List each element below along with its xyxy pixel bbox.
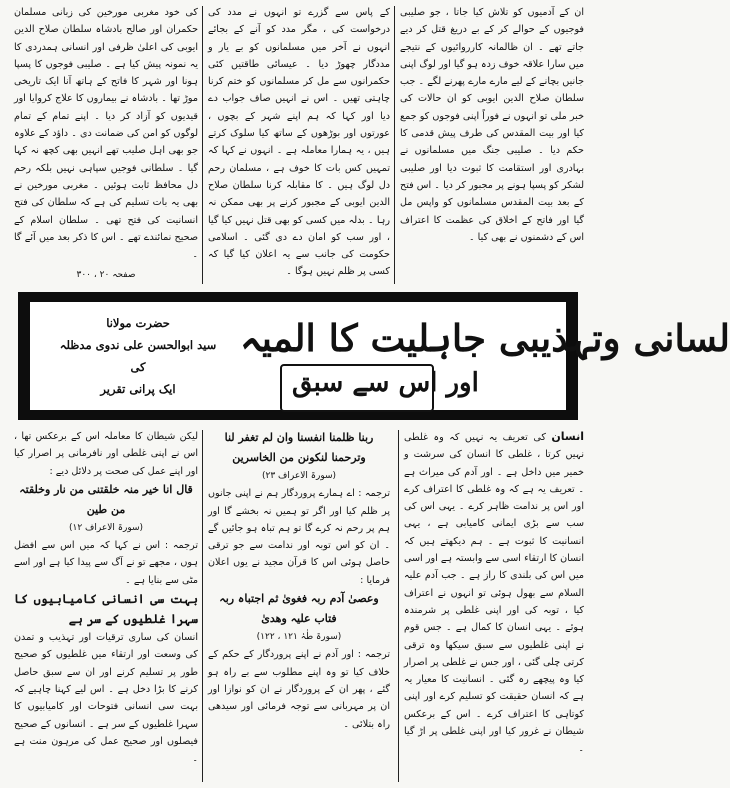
- bottom-column-right-paragraph: [404, 428, 584, 758]
- bottom-column-right-text: کی تعریف یہ نہیں کہ وہ غلطی نہیں کرتا ، غلطی کا انسان کی سرشت و خمیر میں داخل ہے ۔ اور آدم کی میراث ہے ۔ تعریف یہ ہے کہ وہ غلطی کا اعتراف کرے اور اس پر ندامت ظاہر کرے ۔ یہی اس کی سب سے بڑی ایمانی کامیابی ہے ، یہی انسانیت کا ثبوت ہے ۔ ہم دیکھتے ہیں کہ انسان کا ارتقاء اسی سے وابستہ ہے اور اسی میں اس کی بلندی کا راز ہے ۔ جب آدم علیہ السلام سے بھول ہوئی تو انہوں نے اعتراف کیا ، توبہ کی اور اپنی غلطی پر شرمندہ ہوئے ۔ یہی انسان کا کمال ہے ۔ جس قوم نے اپنی غلطیوں سے سبق سیکھا وہ ترقی کرتی چلی گئی ، اور جس نے غلطی پر اصرار کیا وہ پیچھے رہ گئی ۔ انسانیت کا معیار یہ ہے کہ انسان حقیقت کو تسلیم کرے اور اپنی کوتاہی کا اعتراف کرے ۔ اس کے برعکس شیطان نے غرور کیا اور اپنی غلطی پر اڑ گیا ۔: [404, 432, 584, 755]
- bottom-column-middle: [208, 428, 390, 784]
- verse-translation: ترجمہ : اے ہمارے پروردگار ہم نے اپنی جانوں پر ظلم کیا اور اگر تو ہمیں نہ بخشے گا اور ہم پر رحم نہ کرے گا تو ہم تباہ ہو جائیں گے ۔ ان کو اس توبہ اور ندامت سے جو ترقی حاصل ہوئی اس کا قرآن مجید نے یوں اعلان فرمایا :: [208, 488, 390, 586]
- bottom-column-left: [14, 428, 198, 784]
- top-column-right: [400, 4, 584, 286]
- verse-reference-3: (سورۃ الاعراف ۱۲): [68, 522, 144, 533]
- author-byline: [58, 312, 218, 400]
- top-column-middle: [208, 4, 390, 286]
- verse-translation-3: ترجمہ : اس نے کہا کہ میں اس سے افضل ہوں ، مجھے تو نے آگ سے پیدا کیا ہے اور اسے مٹی سے بنایا ہے ۔: [14, 540, 198, 586]
- bottom-column-left-text: لیکن شیطان کا معاملہ اس کے برعکس تھا ، اس نے اپنی غلطی اور نافرمانی پر اصرار کیا اور اپنے عمل کی صحت پر دلائل دیے :: [14, 431, 198, 477]
- byline-line-1: حضرت مولانا: [106, 316, 170, 330]
- byline-line-3: ایک پرانی تقریر: [100, 382, 176, 396]
- top-column-middle-text: کے پاس سے گزرے تو انہوں نے مدد کی درخواست کی ، مگر مدد کو آنے کے بجائے انہوں نے آخر میں مسلمانوں کو بے یار و مددگار چھوڑ دیا ۔ عیسائی طاقتیں کئی حکمرانوں سے مل کر مسلمانوں کو ختم کرنا چاہتی تھیں ۔ اس نے انہیں صاف جواب دے دیا اور کہا کہ ہم اپنے شہر کے بچوں ، عورتوں اور بوڑھوں کے ساتھ کیا سلوک کرتے ہیں ، یہ ہمارا معاملہ ہے ۔ انہوں نے کہا کہ تمہیں کس بات کا خوف ہے ، مسلمان رحم دل لوگ ہیں ۔ کا مقابلہ کرنا سلطان صلاح الدین ایوبی کے مجبور کرنے پر بھی ممکن نہ رہا ۔ بدلہ میں کسی کو بھی قتل نہیں کیا گیا ، اور سب کو امان دے دی گئی ۔ اسلامی حکومت کی جانب سے یہ اعلان کیا گیا کہ کسی پر ظلم نہیں ہوگا ۔: [208, 7, 390, 278]
- column-divider: [202, 6, 203, 284]
- section-subheading: بہت سی انسانی کامیابیوں کا سہرا غلطیوں کے سر ہے: [14, 592, 198, 627]
- top-column-left-text: کی خود مغربی مورخین کی زبانی مسلمان حکمران اور صالح بادشاہ سلطان صلاح الدین ایوبی کی اعلیٰ ظرفی اور انسانی ہمدردی کا یہ نمونہ پیش کیا ہے ۔ صلیبی فوجوں کا پسپا ہونا اور شہر کا فاتح کے ہاتھ آنا ایک تاریخی موڑ تھا ۔ بادشاہ نے بیماروں کا علاج کروایا اور قیدیوں کو آزاد کر دیا ۔ اپنے تمام کے تمام لوگوں کو امن کی ضمانت دی ۔ داؤد کے علاوہ جو بھی اہل صلیب تھے انہیں بھی کچھ نہ کہا گیا ۔ سلطانی فوجیں سپاہی نہیں بلکہ رحم دل محافظ ثابت ہوئیں ۔ مغربی مورخین نے بھی یہ بات تسلیم کی ہے کہ سلطان کی فتح انسانیت کی فتح تھی ۔ سلطان اسلام کے صحیح نمائندے تھے ۔ اس کا ذکر بعد میں آئے گا ۔: [14, 7, 198, 261]
- top-column-right-text: ان کے آدمیوں کو تلاش کیا جاتا ، جو صلیبی فوجیوں کے حوالے کر کے بے دریغ قتل کر دیے جاتے تھے ۔ ان ظالمانہ کارروائیوں کے نتیجے میں سارا علاقہ خوف زدہ ہو گیا اور لوگ اپنی جانیں بچانے کے لیے مارے مارے پھرنے لگے ۔ جب سلطان صلاح الدین ایوبی کو ان حالات کی خبر ملی تو انہوں نے فوراً اپنی فوجوں کو جمع کیا اور بیت المقدس کی طرف پیش قدمی کا حکم دیا ۔ صلیبی جنگ میں مسلمانوں نے بہادری اور استقامت کا ثبوت دیا اور صلیبی لشکر کو پسپا ہونے پر مجبور کر دیا ۔ اس فتح کے بعد بیت المقدس مسلمانوں کو واپس مل گیا اور فاتح کے اخلاق کی عظمت کا اعتراف اس کے دشمنوں نے بھی کیا ۔: [400, 7, 584, 243]
- verse-reference-2: (سورۃ طٰہٰ ۱۲۱ ، ۱۲۲): [256, 632, 342, 643]
- article-banner: [18, 292, 730, 420]
- column-divider: [394, 6, 395, 284]
- quran-verse-3: قال انا خیر منہ خلقتنی من نار وخلقتہ من طین: [19, 482, 193, 516]
- banner-inner: [30, 302, 730, 410]
- column-divider: [398, 430, 399, 782]
- article-title: لسانی وتہذیبی جاہلیت کا المیہ: [240, 316, 730, 360]
- column-divider: [202, 430, 203, 782]
- quran-verse-2: وعصیٰ آدم ربہ فغویٰ ثم اجتباہ ربہ فتاب علیہ وھدیٰ: [219, 592, 379, 626]
- byline-line-2: سید ابوالحسن علی ندوی مدظلہ کی: [59, 338, 217, 374]
- verse-translation-2: ترجمہ : اور آدم نے اپنے پروردگار کے حکم کے خلاف کیا تو وہ اپنے مطلوب سے بے راہ ہو گئے ، پھر ان کے پروردگار نے ان کو نوازا اور ان پر مہربانی سے توجہ فرمائی اور سیدھی راہ بتلائی ۔: [208, 649, 390, 730]
- top-column-left: [14, 4, 198, 266]
- page-reference: صفحہ ۲۰ ، ۳۰۰: [76, 270, 136, 280]
- article-subtitle: اور اس سے سبق: [292, 368, 479, 398]
- top-reference: [14, 266, 198, 284]
- bottom-column-right: [404, 428, 584, 784]
- verse-reference: (سورۃ الاعراف ۲۳): [261, 471, 337, 481]
- lead-word: انسان: [551, 430, 584, 443]
- bottom-column-left-text-2: انسان کی ساری ترقیات اور تہذیب و تمدن کی وسعت اور ارتقاء میں غلطیوں کو صحیح طور پر تسلیم کرنے اور ان سے سبق حاصل کرنے کا بڑا دخل ہے ۔ اس لیے کہنا چاہیے کہ بہت سی انسانی فتوحات اور کامیابیوں کا سہرا غلطیوں کے سر ہے ۔ انسانوں کے صحیح فیصلوں اور صحیح عمل کی مرہون منت ہے ۔: [14, 632, 198, 765]
- quran-verse: ربنا ظلمنا انفسنا وان لم تغفر لنا وترحمنا لنکونن من الخاسرین: [224, 431, 374, 464]
